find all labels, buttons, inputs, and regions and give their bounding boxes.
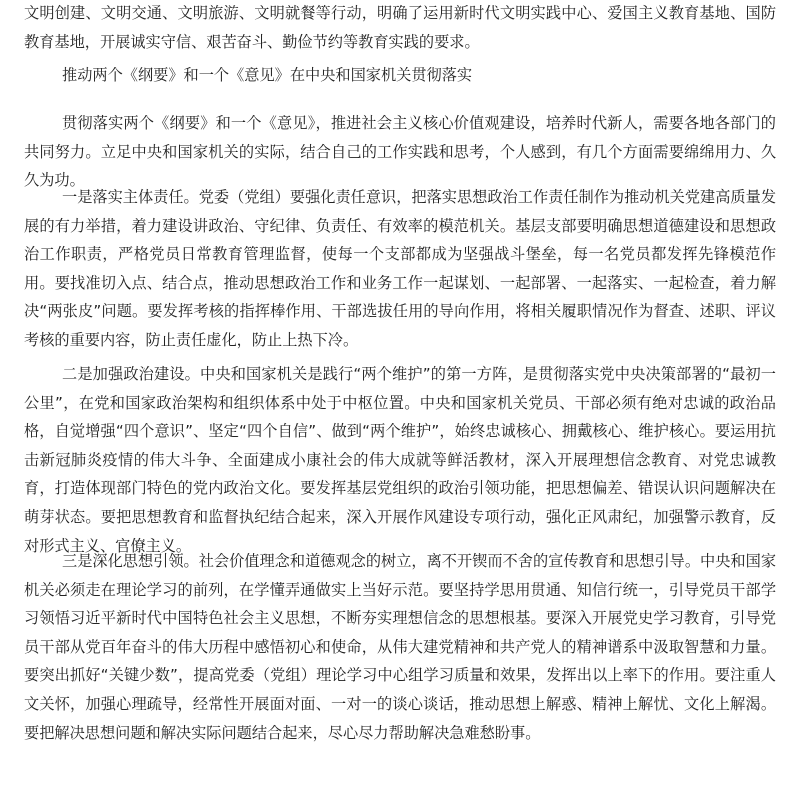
paragraph-civilization-actions: 文明创建、文明交通、文明旅游、文明就餐等行动，明确了运用新时代文明实践中心、爱国主义教育基地、国防教育基地，开展诚实守信、艰苦奋斗、勤俭节约等教育实践的要求。	[24, 4, 776, 51]
paragraph-political-construction: 二是加强政治建设。中央和国家机关是践行“两个维护”的第一方阵，是贯彻落实党中央决策部署的“最初一公里”，在党和国家政治架构和组织体系中处于中枢位置。中央和国家机关党员、干部必须有绝对忠诚的政治品格，自觉增强“四个意识”、坚定“四个自信”、做到“两个维护”，始终忠诚核心、拥戴核心、维护核心。要运用抗击新冠肺炎疫情的伟大斗争、全面建成小康社会的伟大成就等鲜活教材，深入开展理想信念教育、对党忠诚教育，打造体现部门特色的党内政治文化。要发挥基层党组织的政治引领功能，把思想偏差、错误认识问题解决在萌芽状态。要把思想教育和监督执纪结合起来，深入开展作风建设专项行动，强化正风肃纪，加强警示教育，反对形式主义、官僚主义。	[24, 365, 776, 555]
section-heading: 推动两个《纲要》和一个《意见》在中央和国家机关贯彻落实	[62, 66, 473, 84]
paragraph-main-responsibility: 一是落实主体责任。党委（党组）要强化责任意识，把落实思想政治工作责任制作为推动机关党建高质量发展的有力举措，着力建设讲政治、守纪律、负责任、有效率的模范机关。基层支部要明确思想道德建设和思想政治工作职责，严格党员日常教育管理监督，使每一个支部都成为坚强战斗堡垒，每一名党员都发挥先锋模范作用。要找准切入点、结合点，推动思想政治工作和业务工作一起谋划、一起部署、一起落实、一起检查，着力解决“两张皮”问题。要发挥考核的指挥棒作用、干部选拔任用的导向作用，将相关履职情况作为督查、述职、评议考核的重要内容，防止责任虚化，防止上热下冷。	[24, 188, 776, 349]
paragraph-ideological-guidance: 三是深化思想引领。社会价值理念和道德观念的树立，离不开锲而不舍的宣传教育和思想引导。中央和国家机关必须走在理论学习的前列，在学懂弄通做实上当好示范。要坚持学思用贯通、知信行统一，引导党员干部学习领悟习近平新时代中国特色社会主义思想，不断夯实理想信念的思想根基。要深入开展党史学习教育，引导党员干部从党百年奋斗的伟大历程中感悟初心和使命，从伟大建党精神和共产党人的精神谱系中汲取智慧和力量。要突出抓好“关键少数”，提高党委（党组）理论学习中心组学习质量和效果，发挥出以上率下的作用。要注重人文关怀，加强心理疏导，经常性开展面对面、一对一的谈心谈话，推动思想上解惑、精神上解忧、文化上解渴。要把解决思想问题和解决实际问题结合起来，尽心尽力帮助解决急难愁盼事。	[24, 552, 776, 742]
paragraph-implementation-intro: 贯彻落实两个《纲要》和一个《意见》，推进社会主义核心价值观建设，培养时代新人，需要各地各部门的共同努力。立足中央和国家机关的实际，结合自己的工作实践和思考，个人感到，有几个方面需要绵绵用力、久久为功。	[24, 114, 776, 190]
